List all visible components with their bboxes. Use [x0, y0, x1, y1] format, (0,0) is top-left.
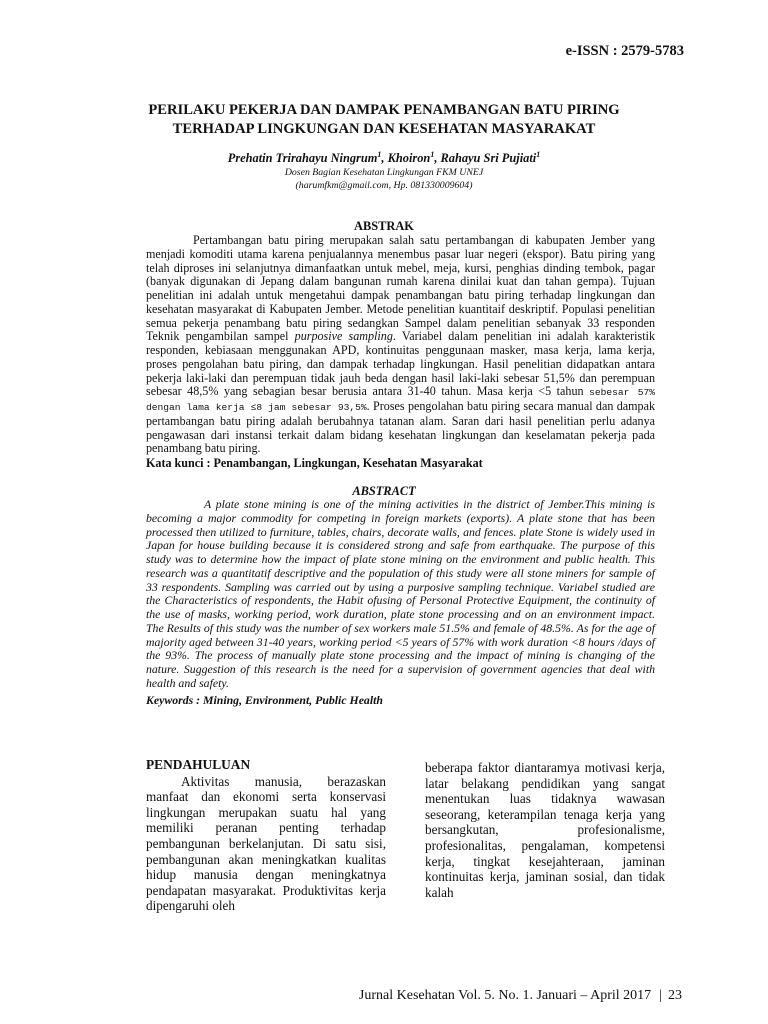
abstrak-heading: ABSTRAK — [354, 219, 414, 233]
journal-citation: Jurnal Kesehatan Vol. 5. No. 1. Januari – April 2017 — [358, 988, 652, 1003]
affiliation-contact: (harumfkm@gmail.com, Hp. 081330009604) — [295, 180, 473, 191]
body-column-right — [425, 760, 665, 900]
author-2: Khoiron — [387, 151, 431, 166]
abstract-heading: ABSTRACT — [352, 484, 416, 498]
page-footer — [359, 988, 682, 1004]
affiliation-dept: Dosen Bagian Kesehatan Lingkungan FKM UNEJ — [284, 167, 484, 178]
title-line-2: TERHADAP LINGKUNGAN DAN KESEHATAN MASYARAKAT — [172, 121, 596, 137]
author-1: Prehatin Trirahayu Ningrum — [227, 151, 378, 166]
page-number: 23 — [668, 988, 682, 1003]
author-list: Prehatin Trirahayu Ningrum$^1$, Khoiron$^1$, Rahayu Sri Pujiati$^1$ — [227, 150, 541, 166]
abstract-body: A plate stone mining is one of the mining activities in the district of Jember.This mining is becoming a major commodity for competing in foreign markets (exports). A plate stone that has been processed then utilized to furniture, tables, chairs, decorate walls, and fences. plate Stone is widely used in Japan for house building because it is considered strong and safe from earthquake. The purpose of this study was to determine how the impact of plate stone mining on the environment and public health. This research was a quantitatif descriptive and the population of this study were all stone miners for sample of 33 respondents. Sampling was carried out by using a purposive sampling technique. Variabel studied are the Characteristics of respondents, the Habit ofusing of Personal Protective Equipment, the continuity of the use of masks, working period, work duration, plate stone processing and on an environment impact. The Results of this study was the number of sex workers male 51.5% and female of 48.5%. As for the age of majority aged between 31-40 years, working period <5 years of 57% with work duration <8 hours /days of the 93%. The process of manually plate stone processing and the impact of mining is changing of the nature. Suggestion of this research is the need for a supervision of government agencies that deal with health and safety. — [146, 497, 655, 690]
footer-separator: | — [659, 988, 662, 1003]
body-paragraph-right: beberapa faktor diantaramya motivasi kerja, latar belakang pendidikan yang sangat menentukan luas tidaknya wawasan seseorang, keterampilan tenaga kerja yang bersangkutan, profesionalisme, profesionalitas, pengalaman, kompetensi kerja, tingkat kesejahteraan, jaminan kontinuitas kerja, jaminan sosial, dan tidak kalah — [425, 760, 665, 900]
body-paragraph-left: Aktivitas manusia, berazaskan manfaat dan ekonomi serta konservasi lingkungan merupakan suatu hal yang memiliki peranan penting terhadap pembangunan berkelanjutan. Di satu sisi, pembangunan akan meningkatkan kualitas hidup manusia dengan meningkatnya pendapatan masyarakat. Produktivitas kerja dipengaruhi oleh — [146, 773, 386, 914]
author-3-affil: 1 — [536, 150, 541, 159]
section-heading: PENDAHULUAN — [146, 757, 251, 772]
author-2-affil: 1 — [430, 150, 435, 159]
paper-title — [120, 101, 648, 139]
abstract-keywords: Keywords : Mining, Environment, Public Health — [146, 693, 383, 707]
title-line-1: PERILAKU PEKERJA DAN DAMPAK PENAMBANGAN BATU PIRING — [148, 102, 620, 118]
abstrak-body: Pertambangan batu piring merupakan salah satu pertambangan di kabupaten Jember yang menjadi komoditi utama karena penjualannya menembus pasar luar negeri (ekspor). Batu piring yang telah diproses ini selanjutnya dimanfaatkan untuk mebel, meja, kursi, penghias dinding tembok, pagar (banyak digunakan di Jepang dalam bangunan rumah karena dinilai kuat dan tahan gempa). Tujuan penelitian ini adalah untuk mengetahui dampak penambangan batu piring terhadap lingkungan dan kesehatan masyarakat di Kabupaten Jember. Metode penelitian kuantitaif deskriptif. Populasi penelitian semua pekerja penambang batu piring sedangkan Sampel dalam penelitian sebanyak 33 responden Teknik pengambilan sampel purposive sampling. Variabel dalam penelitian ini adalah karakteristik responden, kebiasaan menggunakan APD, kontinuitas penggunaan masker, masa kerja, lama kerja, proses pengolahan batu piring, dan dampak terhadap lingkungan. Hasil penelitian didapatkan antara pekerja laki-laki dan perempuan tidak jauh beda dengan hasil laki-laki sebesar 51,5% dan perempuan sebesar 48,5% yang sebagian besar berusia antara 31-40 tahun. Masa kerja <5 tahun sebesar 57% dengan lama kerja ≤8 jam sebesar 93,5%. Proses pengolahan batu piring secara manual dan dampak pertambangan batu piring adalah berubahnya tatanan alam. Saran dari hasil penelitian perlu adanya pengawasan dari instansi terkait dalam bidang kesehatan lingkungan dan keselamatan pekerja pada penambang batu piring. — [146, 233, 655, 456]
author-1-affil: 1 — [377, 150, 382, 159]
abstrak-keywords: Kata kunci : Penambangan, Lingkungan, Kesehatan Masyarakat — [146, 456, 483, 470]
body-column-left — [146, 757, 386, 914]
author-3: Rahayu Sri Pujiati — [440, 151, 537, 166]
affiliation — [120, 166, 648, 192]
issn-label: e-ISSN : 2579-5783 — [565, 43, 684, 59]
